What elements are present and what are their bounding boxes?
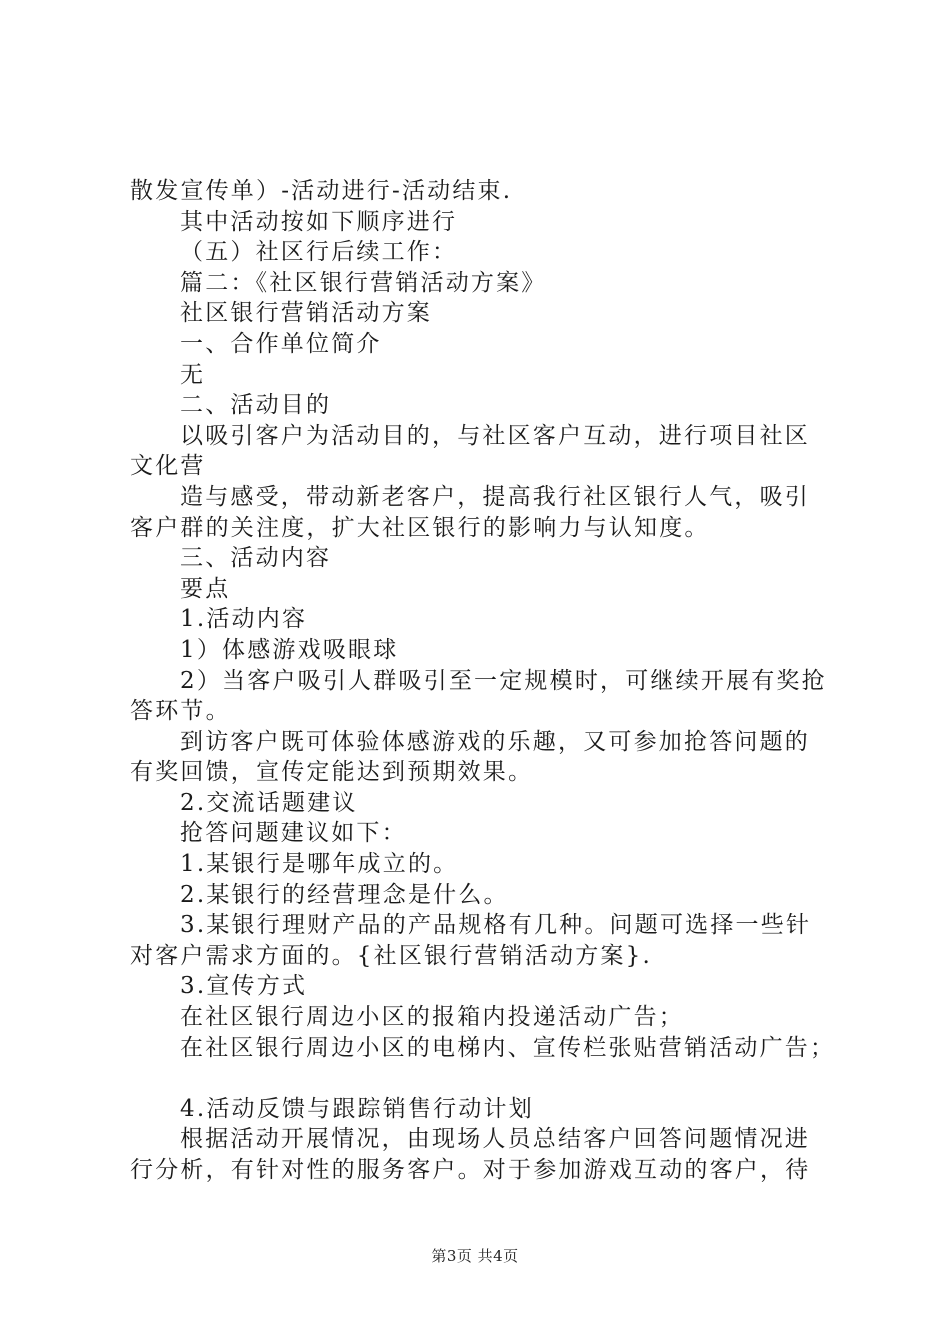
text-line: 行分析，有针对性的服务客户。对于参加游戏互动的客户，待 — [130, 1157, 811, 1183]
text-line: 根据活动开展情况，由现场人员总结客户回答问题情况进 — [180, 1126, 810, 1153]
text-line: 答环节。 — [130, 698, 231, 725]
subsection-heading: 1.活动内容 — [180, 606, 308, 633]
text-line: （五）社区行后续工作： — [180, 239, 458, 266]
text-line: 到访客户既可体验体感游戏的乐趣，又可参加抢答问题的 — [180, 728, 810, 755]
text-line: 2）当客户吸引人群吸引至一定规模时，可继续开展有奖抢 — [180, 667, 827, 694]
list-item: 2.某银行的经营理念是什么。 — [180, 881, 509, 908]
page-number-footer: 第3页 共4页 — [431, 1247, 519, 1265]
text-line: 对客户需求方面的。{社区银行营销活动方案}. — [130, 942, 652, 969]
text-line: 散发宣传单）-活动进行-活动结束. — [130, 178, 513, 204]
text-line: 造与感受，带动新老客户，提高我行社区银行人气，吸引 — [180, 483, 810, 510]
text-line: 客户群的关注度，扩大社区银行的影响力与认知度。 — [130, 514, 710, 541]
text-line: 1）体感游戏吸眼球 — [180, 636, 399, 663]
section-heading: 二、活动目的 — [180, 392, 332, 419]
text-line: 抢答问题建议如下： — [180, 820, 407, 847]
section-heading: 三、活动内容 — [180, 545, 332, 572]
document-title: 社区银行营销活动方案 — [180, 300, 432, 327]
subsection-heading: 2.交流话题建议 — [180, 789, 358, 816]
subsection-heading: 4.活动反馈与跟踪销售行动计划 — [180, 1095, 534, 1122]
subsection-heading: 3.宣传方式 — [180, 973, 308, 1000]
text-line: 在社区银行周边小区的电梯内、宣传栏张贴营销活动广告； — [180, 1034, 836, 1061]
text-line: 有奖回馈，宣传定能达到预期效果。 — [130, 759, 534, 786]
section-heading: 一、合作单位简介 — [180, 330, 382, 357]
section-heading: 篇二：《社区银行营销活动方案》 — [180, 269, 547, 296]
blank-line — [130, 1063, 830, 1094]
text-line: 在社区银行周边小区的报箱内投递活动广告； — [180, 1004, 684, 1031]
text-line: 其中活动按如下顺序进行 — [180, 208, 458, 235]
text-line: 无 — [180, 361, 206, 388]
text-line: 要点 — [180, 575, 231, 602]
text-line: 文化营 — [130, 453, 206, 480]
list-item: 3.某银行理财产品的产品规格有几种。问题可选择一些针 — [180, 912, 812, 939]
list-item: 1.某银行是哪年成立的。 — [180, 851, 459, 878]
document-body — [130, 176, 836, 1186]
text-line: 以吸引客户为活动目的，与社区客户互动，进行项目社区 — [180, 422, 810, 449]
